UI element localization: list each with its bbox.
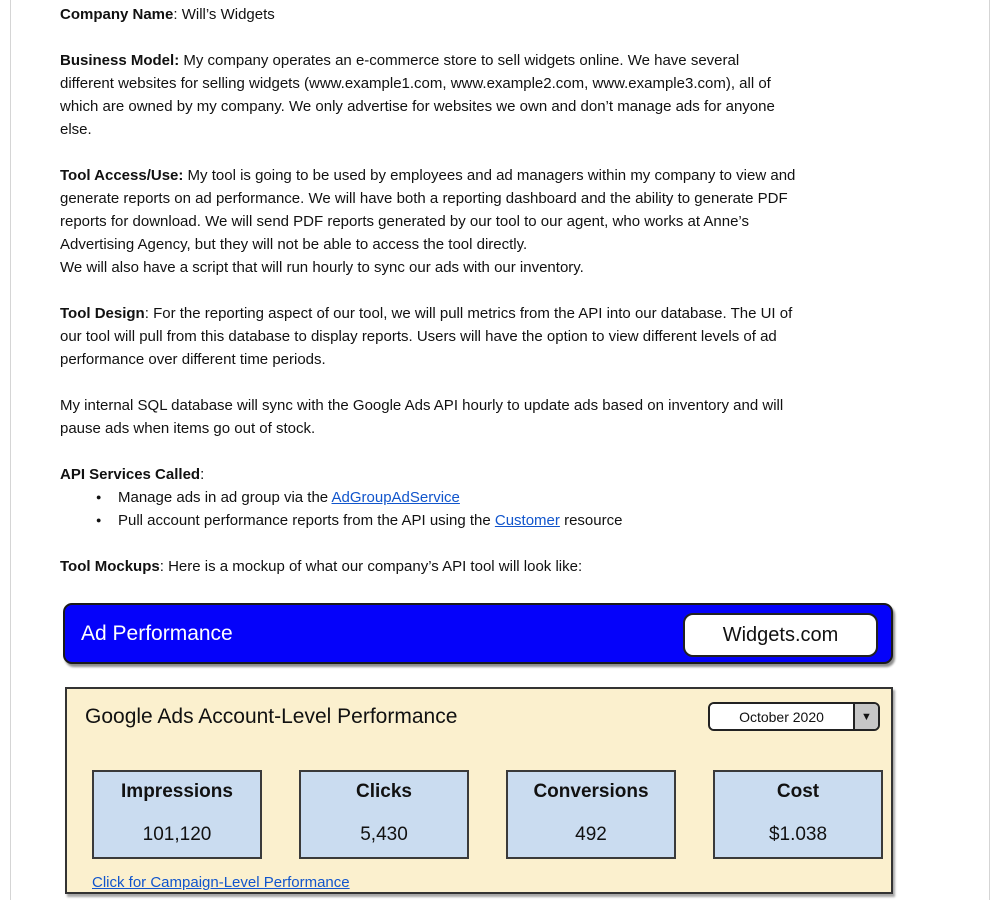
- tool-design-line: our tool will pull from this database to display reports. Users will have the option to view different levels of ad: [60, 328, 777, 345]
- business-model-line: else.: [60, 121, 92, 138]
- company-name-label: Company Name: [60, 6, 174, 23]
- api-services-section: API Services Called: ● Manage ads in ad group via the AdGroupAdService ● Pull account performance reports from the API using the Customer resource: [60, 463, 940, 532]
- metric-value: 101,120: [142, 824, 212, 845]
- metric-label: Cost: [776, 781, 820, 802]
- period-dropdown-value: October 2020: [710, 704, 853, 729]
- metric-label: Impressions: [121, 781, 233, 802]
- panel-title: Google Ads Account-Level Performance: [85, 705, 458, 728]
- metric-card-cost: [713, 770, 883, 859]
- document-page: [10, 0, 990, 900]
- company-name-value: : Will’s Widgets: [173, 6, 275, 23]
- adgroupadservice-link[interactable]: AdGroupAdService: [331, 489, 460, 506]
- metric-card-conversions: [506, 770, 676, 859]
- api-services-bullet-item: ● Manage ads in ad group via the AdGroupAdService: [60, 486, 940, 509]
- mockup-app-title: Ad Performance: [81, 621, 233, 645]
- metric-card-impressions: [92, 770, 262, 859]
- account-performance-panel: [65, 687, 893, 894]
- bullet-icon: ●: [96, 515, 102, 525]
- bullet-icon: ●: [96, 492, 102, 502]
- api-services-label: API Services Called: [60, 466, 201, 483]
- sql-sync-paragraph: [60, 394, 940, 440]
- company-name-line: [60, 3, 940, 26]
- api-services-bullet-item: ● Pull account performance reports from the API using the Customer resource: [60, 509, 940, 532]
- tool-access-line: reports for download. We will send PDF reports generated by our tool to our agent, who works at Anne’s: [60, 213, 749, 230]
- tool-access-line: Advertising Agency, but they will not be able to access the tool directly.: [60, 236, 528, 253]
- mockup-header-bar: [63, 603, 893, 664]
- widgets-com-button[interactable]: Widgets.com: [683, 613, 878, 657]
- customer-resource-link[interactable]: Customer: [494, 512, 560, 529]
- tool-access-line: We will also have a script that will run hourly to sync our ads with our inventory.: [60, 259, 584, 276]
- metric-value: 5,430: [360, 824, 408, 845]
- sql-sync-line: pause ads when items go out of stock.: [60, 420, 316, 437]
- metric-cards-row: [92, 770, 883, 859]
- tool-mockups-label: Tool Mockups: [60, 558, 160, 575]
- metric-label: Conversions: [533, 781, 649, 802]
- period-dropdown[interactable]: [708, 702, 880, 731]
- campaign-level-performance-link[interactable]: Click for Campaign-Level Performance: [92, 874, 350, 891]
- sql-sync-line: My internal SQL database will sync with the Google Ads API hourly to update ads based on inventory and will: [60, 397, 784, 414]
- metric-value: $1.038: [768, 824, 828, 845]
- metric-value: 492: [575, 824, 607, 845]
- chevron-down-icon[interactable]: ▼: [853, 704, 878, 729]
- tool-design-paragraph: Tool Design: For the reporting aspect of our tool, we will pull metrics from the API into our database. The UI of our tool will pull from this database to display reports. Users will have the option to view different levels of ad performance over different time periods.: [60, 302, 940, 371]
- tool-access-label: Tool Access/Use:: [60, 167, 184, 184]
- metric-card-clicks: [299, 770, 469, 859]
- tool-design-line: performance over different time periods.: [60, 351, 326, 368]
- business-model-label: Business Model:: [60, 52, 180, 69]
- business-model-paragraph: Business Model: My company operates an e-commerce store to sell widgets online. We have several different websites for selling widgets (www.example1.com, www.example2.com, www.example3.com), all of which are owned by my company. We only advertise for websites we own and don’t manage ads for anyone else.: [60, 49, 940, 141]
- tool-access-line: generate reports on ad performance. We will have both a reporting dashboard and the ability to generate PDF: [60, 190, 788, 207]
- tool-access-paragraph: Tool Access/Use: My tool is going to be used by employees and ad managers within my company to view and generate reports on ad performance. We will have both a reporting dashboard and the ability to generate PDF reports for download. We will send PDF reports generated by our tool to our agent, who works at Anne’s Advertising Agency, but they will not be able to access the tool directly. We will also have a script that will run hourly to sync our ads with our inventory.: [60, 164, 940, 279]
- tool-mockups-paragraph: Tool Mockups: Here is a mockup of what our company’s API tool will look like:: [60, 558, 583, 575]
- metric-label: Clicks: [356, 781, 412, 802]
- business-model-line: different websites for selling widgets (www.example1.com, www.example2.com, www.example3.com), all of: [60, 75, 771, 92]
- tool-design-label: Tool Design: [60, 305, 145, 322]
- business-model-line: which are owned by my company. We only advertise for websites we own and don’t manage ads for anyone: [60, 98, 775, 115]
